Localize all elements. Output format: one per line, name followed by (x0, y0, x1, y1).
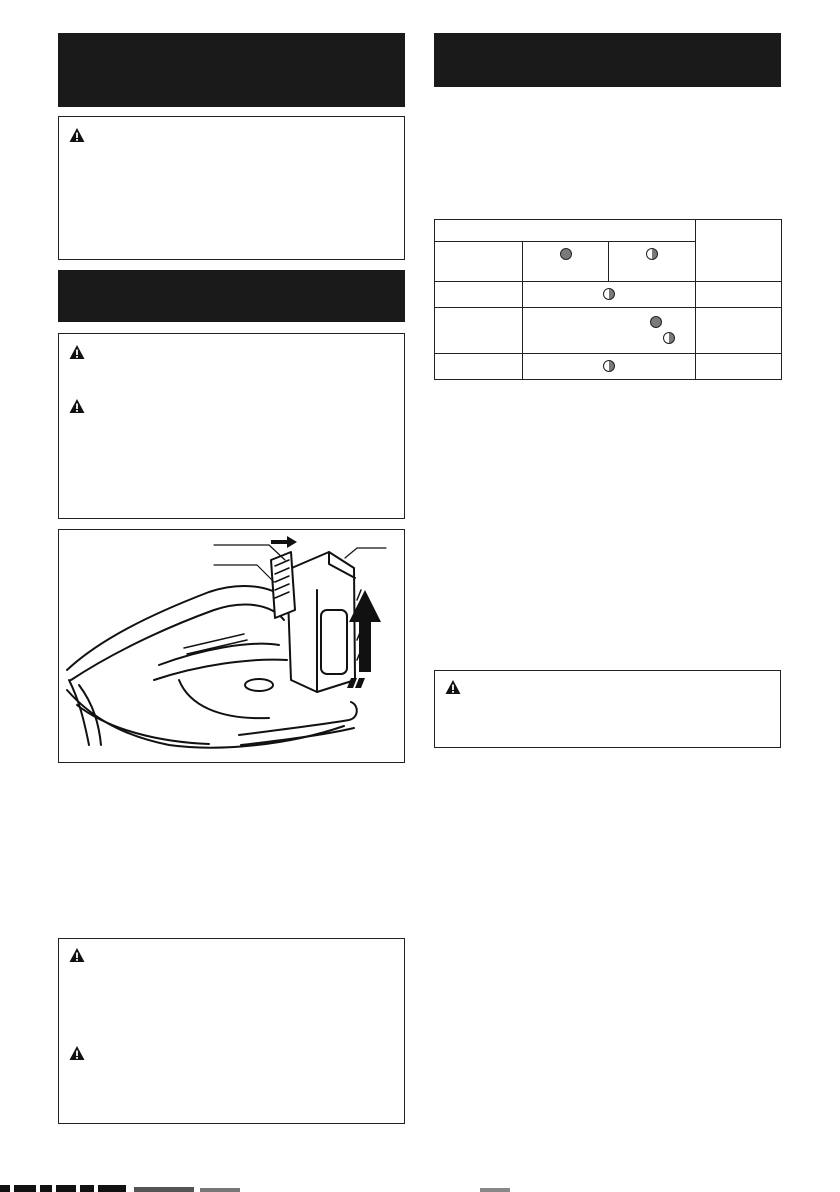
battery-installation-illustration (59, 530, 405, 763)
caution-box-left-1 (58, 116, 405, 260)
section-header-right-1 (434, 33, 781, 87)
warning-triangle-icon (69, 398, 85, 414)
page-footer-strip (0, 1184, 560, 1192)
indicator-lamp-table (434, 219, 782, 380)
lit-lamp-icon (560, 248, 572, 260)
blinking-lamp-icon (663, 332, 675, 344)
section-header-left-2 (58, 270, 405, 322)
table-cell (523, 308, 696, 354)
table-row (435, 308, 782, 354)
warning-triangle-icon (69, 127, 85, 143)
lit-lamp-icon (650, 316, 662, 328)
table-cell (435, 354, 523, 380)
section-header-left-1 (58, 33, 405, 107)
battery-installation-figure (58, 529, 405, 763)
blinking-lamp-icon (603, 288, 615, 300)
blinking-lamp-icon (646, 248, 658, 260)
table-header-cell (435, 220, 696, 242)
caution-box-right-1 (434, 670, 781, 748)
table-cell (696, 308, 782, 354)
caution-box-left-3 (58, 938, 405, 1124)
table-header-cell (435, 242, 523, 282)
table-header-cell (696, 220, 782, 282)
table-header-cell (523, 242, 609, 282)
table-row (435, 354, 782, 380)
caution-box-left-2 (58, 333, 405, 519)
blinking-lamp-icon (603, 360, 615, 372)
slide-arrow (271, 536, 297, 548)
table-cell (696, 282, 782, 308)
table-cell (523, 282, 696, 308)
table-row (435, 282, 782, 308)
warning-triangle-icon (69, 344, 85, 360)
table-cell (696, 354, 782, 380)
warning-triangle-icon (69, 1045, 85, 1061)
warning-triangle-icon (445, 679, 461, 695)
table-cell (435, 308, 523, 354)
warning-triangle-icon (69, 947, 85, 963)
table-header-cell (609, 242, 696, 282)
table-cell (523, 354, 696, 380)
table-cell (435, 282, 523, 308)
